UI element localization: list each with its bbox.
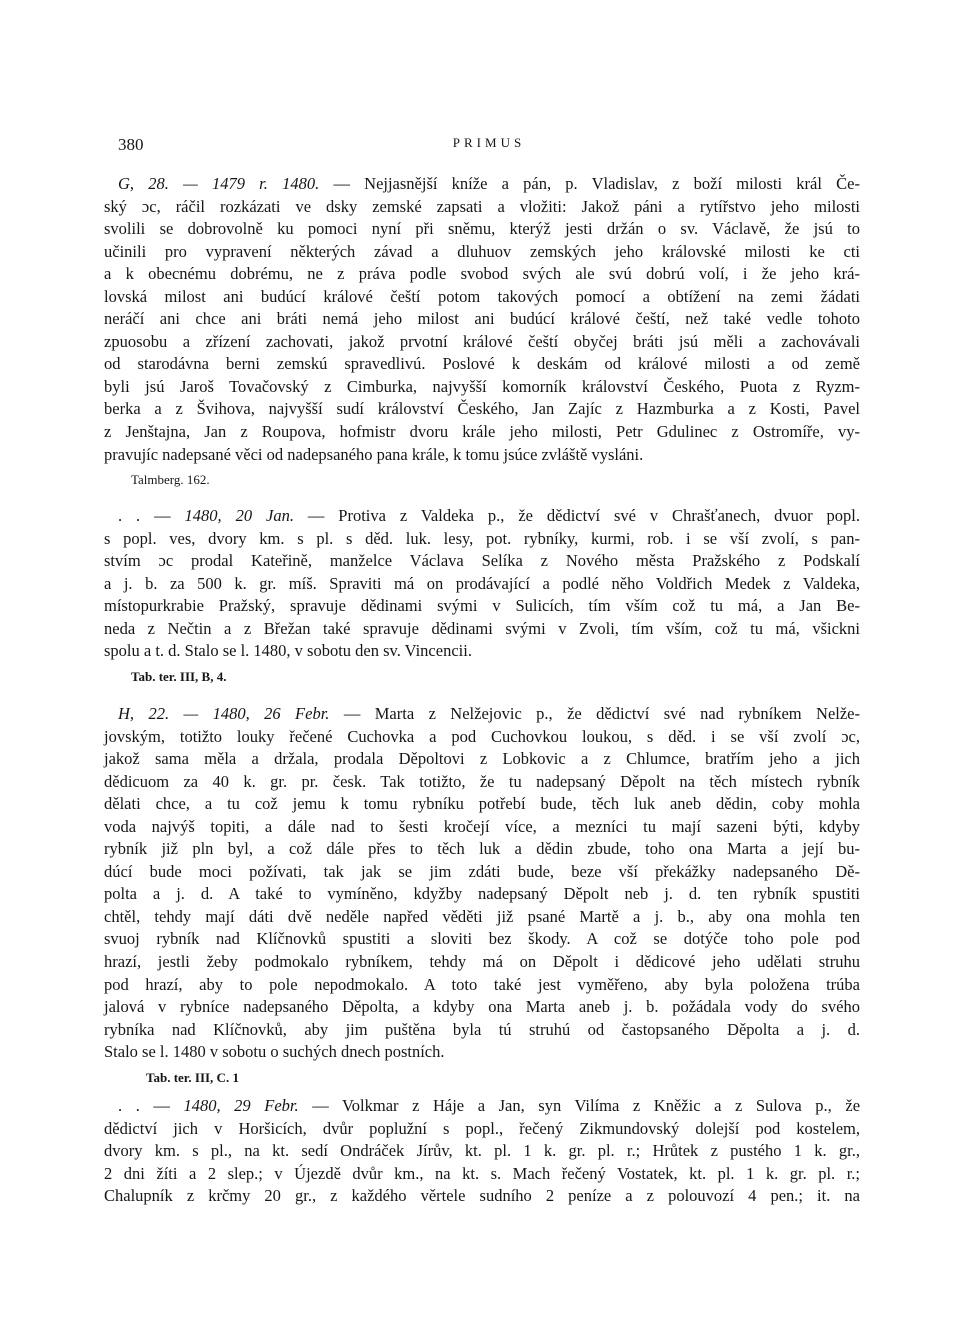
- entry-line: pod hrazí, aby to pole nepodmokalo. A toto také jest vyměřeno, aby byla položena trúba: [104, 974, 860, 994]
- page-number: 380: [118, 135, 144, 154]
- entry-line: . . — 1480, 29 Febr. — Volkmar z Háje a Jan, syn Vilíma z Kněžic a z Sulova p., že: [118, 1096, 861, 1115]
- entry-line: dědicuom za 40 k. gr. pr. česk. Tak totižto, že tu nadepsaný Děpolt na těch místech rybník: [104, 771, 860, 791]
- entry-date: 1480, 20 Jan.: [184, 506, 294, 525]
- entry-line: rybníka nad Klíčnovků, aby jim puštěna byla tú struhú od častopsaného Děpolta a j. d.: [104, 1019, 860, 1039]
- entry-line: dělati chce, a tu což jemu k tomu rybníku potřebí bude, těch luk aneb dědin, coby mohla: [104, 794, 860, 814]
- entry-line: Stalo se l. 1480 v sobotu o suchých dnech postních.: [104, 1042, 445, 1062]
- entry-line: učinili pro vypravení některých závad a dluhuov zemských jeho královské milosti ke cti: [104, 241, 860, 261]
- source-reference: Tab. ter. III, B, 4.: [131, 669, 227, 684]
- entry-line: berka a z Švihova, najvyšší sudí království Českého, Jan Zajíc z Hazmburka a z Kosti, Pavel: [104, 399, 860, 419]
- entry-date: H, 22. — 1480, 26 Febr.: [118, 704, 330, 723]
- entry-line: lovská milost ani budúcí králové čeští potom takových pomocí a obtížení na zemi žádati: [104, 286, 860, 306]
- entry-line: G, 28. — 1479 r. 1480. — Nejjasnější kníže a pán, p. Vladislav, z boží milosti král Če-: [118, 174, 860, 193]
- entry-date: G, 28. — 1479 r. 1480.: [118, 174, 320, 193]
- entry-jan20: [104, 505, 860, 663]
- entry-line: H, 22. — 1480, 26 Febr. — Marta z Nelžejovic p., že dědictví své nad rybníkem Nelže-: [118, 704, 860, 723]
- entry-line: od starodávna berni zemskú spravedlivú. Poslové k deskám od králové milosti a od země: [104, 354, 860, 374]
- source-reference: Talmberg. 162.: [131, 472, 210, 487]
- entry-line: neda z Nečtin a z Břežan také spravuje dědinami svými v Zvoli, tím vším, což tu má, všickni: [104, 618, 860, 638]
- entry-date: 1480, 29 Febr.: [183, 1096, 299, 1115]
- entry-line: místopurkrabie Pražský, spravuje dědinami svými v Sulicích, tím vším což tu má, a Jan Be-: [104, 596, 860, 616]
- entry-line: spolu a t. d. Stalo se l. 1480, v sobotu den sv. Vincencii.: [104, 641, 472, 661]
- entry-line: hrazí, jestli žeby podmokalo rybníkem, tehdy má on Děpolt i dědicové jeho udělati struhu: [104, 952, 860, 972]
- page-header: [118, 135, 860, 159]
- entry-g28: [104, 173, 860, 466]
- entry-line: dvory km. s pl., na kt. sedí Ondráček Jírův, kt. pl. 1 k. gr. pl. r.; Hrůtek z pustého 1 k. gr.,: [104, 1141, 860, 1161]
- entry-line: . . — 1480, 20 Jan. — Protiva z Valdeka p., že dědictví své v Chrašťanech, dvuor popl.: [118, 506, 861, 525]
- entry-line: byli jsú Jaroš Tovačovský z Cimburka, najvyšší komorník království Českého, Puota z Ryzm-: [104, 376, 860, 396]
- entry-line: polta a j. d. A také to vymíněno, kdyžby nadepsaný Děpolt neb j. d. ten rybník spustiti: [104, 884, 860, 904]
- entry-feb29: [104, 1095, 860, 1208]
- entry-line: Chalupník z krčmy 20 gr., z každého věrtele sudního 2 peníze a z polouvozí 4 pen.; it. na: [104, 1186, 860, 1206]
- entry-line: ský ɔc, ráčil rozkázati ve dsky zemské zapsati a vložiti: Jakož páni a rytířstvo jeho milosti: [104, 196, 860, 216]
- entry-line: chtěl, tehdy mají dáti dvě neděle napřed věděti již psané Martě a j. b., aby ona mohla ten: [104, 906, 860, 926]
- entry-line: neráčí ani chce ani bráti nemá jeho milost ani budúcí králové čeští, než také vedle tohoto: [104, 309, 860, 329]
- running-title: PRIMUS: [452, 135, 526, 150]
- entry-line: svuoj rybník nad Klíčnovků spustiti a sloviti bez škody. A což se dotýče toho pole pod: [104, 929, 860, 949]
- entry-line: jakož sama měla a držala, prodala Děpoltovi z Lobkovic a z Chlumce, bratřím jeho a jich: [104, 749, 860, 769]
- entry-line: svolili se dobrovolně ku pomoci nyní při sněmu, kterýž jesti držán o sv. Václavě, že jsú to: [104, 219, 860, 239]
- entry-line: zpuosobu a zřízení zachovati, jakož prvotní králové čeští obyčej bráti jsú měli a zachovávali: [104, 331, 860, 351]
- entry-line: a j. b. za 500 k. gr. míš. Spraviti má on prodávající a podlé něho Voldřich Medek z Valdeka,: [104, 573, 860, 593]
- entry-line: voda najvýš topiti, a dále nad to šesti kročejí více, a mezníci tu mají sazeni býti, kdyby: [104, 816, 860, 836]
- entry-line: dědictví jich v Horšicích, dvůr poplužní s popl., řečený Zikmundovský dolejší pod kostelem,: [104, 1118, 860, 1138]
- entry-line: rybník již pln byl, a což dále přes to těch luk a dědin zbude, toho ona Marta a její bu-: [104, 839, 860, 859]
- entry-line: stvím ɔc prodal Kateřině, manželce Václava Selíka z Nového města Pražského z Podskalí: [104, 551, 860, 571]
- source-reference: Tab. ter. III, C. 1: [146, 1070, 239, 1085]
- entry-line: dúcí bude moci požívati, tak jak se jim zdáti bude, beze vší překážky nadepsaného Dě-: [104, 861, 860, 881]
- entry-line: jalová v rybníce nadepsaného Děpolta, a kdyby ona Marta aneb j. b. požádala vody do svého: [104, 997, 860, 1017]
- entry-line: s popl. ves, dvory km. s pl. s děd. luk. lesy, pot. rybníky, kurmi, rob. i se vší zvolí, s pan-: [104, 528, 860, 548]
- entry-line: 2 dni žíti a 2 slep.; v Újezdě dvůr km., na kt. s. Mach řečený Vostatek, kt. pl. 1 k. gr. pl. r.;: [104, 1163, 860, 1183]
- entry-line: a k obecnému dobrému, ne z práva podle svobod svých ale svú dobrú volí, i že jeho krá-: [104, 264, 860, 284]
- entry-line: jovským, totižto louky řečené Cuchovka a pod Cuchovkou loukou, s děd. i se vší zvolí ɔc,: [104, 726, 860, 746]
- entry-line: pravujíc nadepsané věci od nadepsaného pana krále, k tomu jsúce zvláště vysláni.: [104, 444, 644, 464]
- entry-line: z Jenštajna, Jan z Roupova, hofmistr dvoru krále jeho milosti, Petr Gdulinec z Ostromíře, vy-: [104, 422, 860, 442]
- entry-h22: [104, 703, 860, 1064]
